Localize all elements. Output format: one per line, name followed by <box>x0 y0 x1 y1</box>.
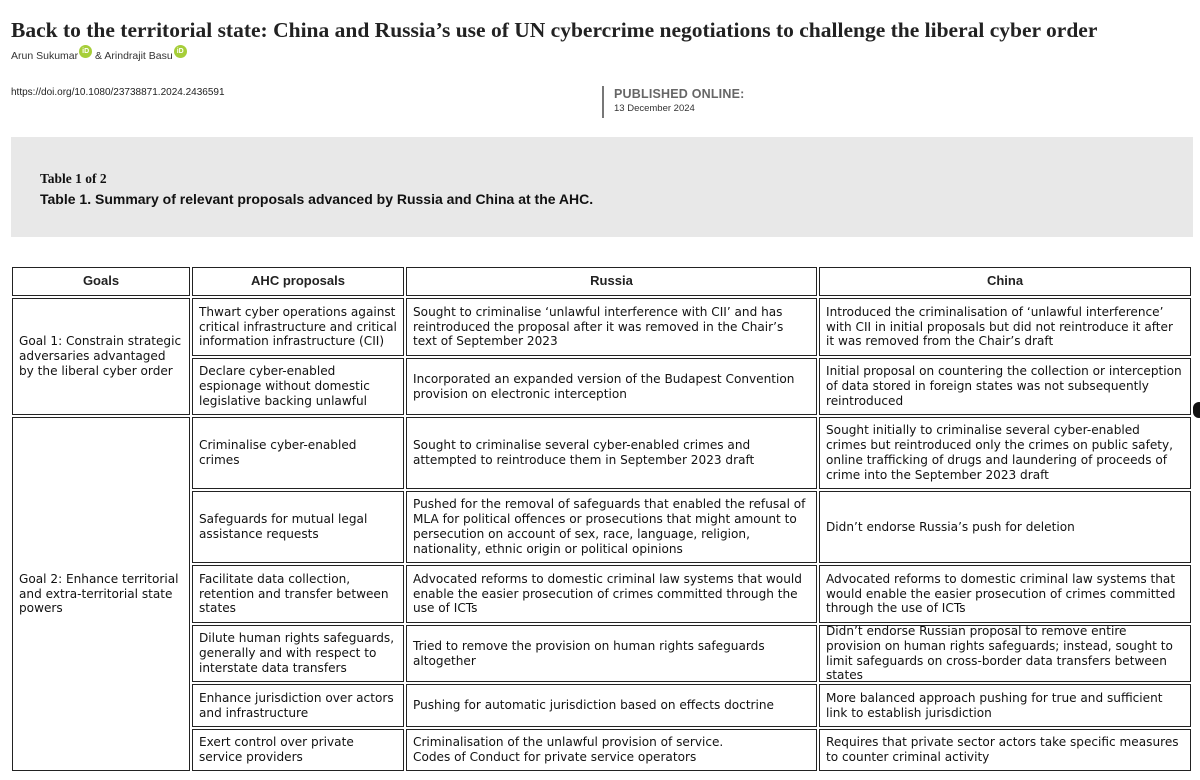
scroll-handle[interactable] <box>1193 402 1200 418</box>
china-cell: Didn’t endorse Russian proposal to remove entire provision on human rights safeguards; instead, sought to limit safeguards on cross-border data transfers between states <box>819 625 1191 682</box>
russia-cell: Criminalisation of the unlawful provision of service. Codes of Conduct for private service operators <box>406 729 817 771</box>
goal-cell: Goal 2: Enhance territorial and extra-territorial state powers <box>12 417 190 771</box>
proposal-cell: Thwart cyber operations against critical infrastructure and critical information infrastructure (CII) <box>192 298 404 356</box>
russia-cell: Tried to remove the provision on human rights safeguards altogether <box>406 625 817 682</box>
russia-cell: Incorporated an expanded version of the Budapest Convention provision on electronic interception <box>406 358 817 415</box>
russia-cell: Sought to criminalise ‘unlawful interference with CII’ and has reintroduced the proposal after it was removed in the Chair’s text of September 2023 <box>406 298 817 356</box>
goal-cell: Goal 1: Constrain strategic adversaries advantaged by the liberal cyber order <box>12 298 190 415</box>
header-goals: Goals <box>12 267 190 296</box>
author-separator: & <box>95 50 103 62</box>
proposal-cell: Facilitate data collection, retention and transfer between states <box>192 565 404 623</box>
china-cell: Advocated reforms to domestic criminal law systems that would enable the easier prosecution of crimes committed through the use of ICTs <box>819 565 1191 623</box>
china-cell: Initial proposal on countering the collection or interception of data stored in foreign states was not subsequently reintroduced <box>819 358 1191 415</box>
proposal-cell: Exert control over private service providers <box>192 729 404 771</box>
published-label: PUBLISHED ONLINE: <box>614 87 745 101</box>
header-china: China <box>819 267 1191 296</box>
russia-cell: Sought to criminalise several cyber-enabled crimes and attempted to reintroduce them in September 2023 draft <box>406 417 817 489</box>
china-cell: Didn’t endorse Russia’s push for deletion <box>819 491 1191 563</box>
article-title: Back to the territorial state: China and Russia’s use of UN cybercrime negotiations to challenge the liberal cyber order <box>11 18 1098 42</box>
author-link[interactable]: Arindrajit Basu <box>104 50 173 62</box>
proposal-cell: Criminalise cyber-enabled crimes <box>192 417 404 489</box>
orcid-icon[interactable]: iD <box>79 45 92 58</box>
published-date: 13 December 2024 <box>614 103 695 114</box>
proposal-cell: Safeguards for mutual legal assistance requests <box>192 491 404 563</box>
china-cell: Requires that private sector actors take specific measures to counter criminal activity <box>819 729 1191 771</box>
table-caption: Table 1. Summary of relevant proposals advanced by Russia and China at the AHC. <box>40 191 594 207</box>
header-ahc-proposals: AHC proposals <box>192 267 404 296</box>
published-info <box>602 86 745 118</box>
proposal-cell: Declare cyber-enabled espionage without domestic legislative backing unlawful <box>192 358 404 415</box>
china-cell: More balanced approach pushing for true and sufficient link to establish jurisdiction <box>819 684 1191 727</box>
table-count: Table 1 of 2 <box>40 171 107 186</box>
author-list <box>11 50 187 63</box>
author-link[interactable]: Arun Sukumar <box>11 50 79 62</box>
table-caption-banner <box>11 137 1193 237</box>
header-russia: Russia <box>406 267 817 296</box>
proposal-cell: Dilute human rights safeguards, generally and with respect to interstate data transfers <box>192 625 404 682</box>
russia-cell: Pushing for automatic jurisdiction based on effects doctrine <box>406 684 817 727</box>
doi-link[interactable]: https://doi.org/10.1080/23738871.2024.2436591 <box>11 87 225 98</box>
china-cell: Introduced the criminalisation of ‘unlawful interference’ with CII in initial proposals but did not reintroduce it after it was removed from the Chair’s draft <box>819 298 1191 356</box>
orcid-icon[interactable]: iD <box>174 45 187 58</box>
proposal-cell: Enhance jurisdiction over actors and infrastructure <box>192 684 404 727</box>
china-cell: Sought initially to criminalise several cyber-enabled crimes but reintroduced only the crimes on public safety, online trafficking of drugs and laundering of proceeds of crime into the September 2023 draft <box>819 417 1191 489</box>
russia-cell: Pushed for the removal of safeguards that enabled the refusal of MLA for political offences or prosecutions that might amount to persecution on account of sex, race, language, religion, nationality, ethnic origin or political opinions <box>406 491 817 563</box>
russia-cell: Advocated reforms to domestic criminal law systems that would enable the easier prosecution of crimes committed through the use of ICTs <box>406 565 817 623</box>
